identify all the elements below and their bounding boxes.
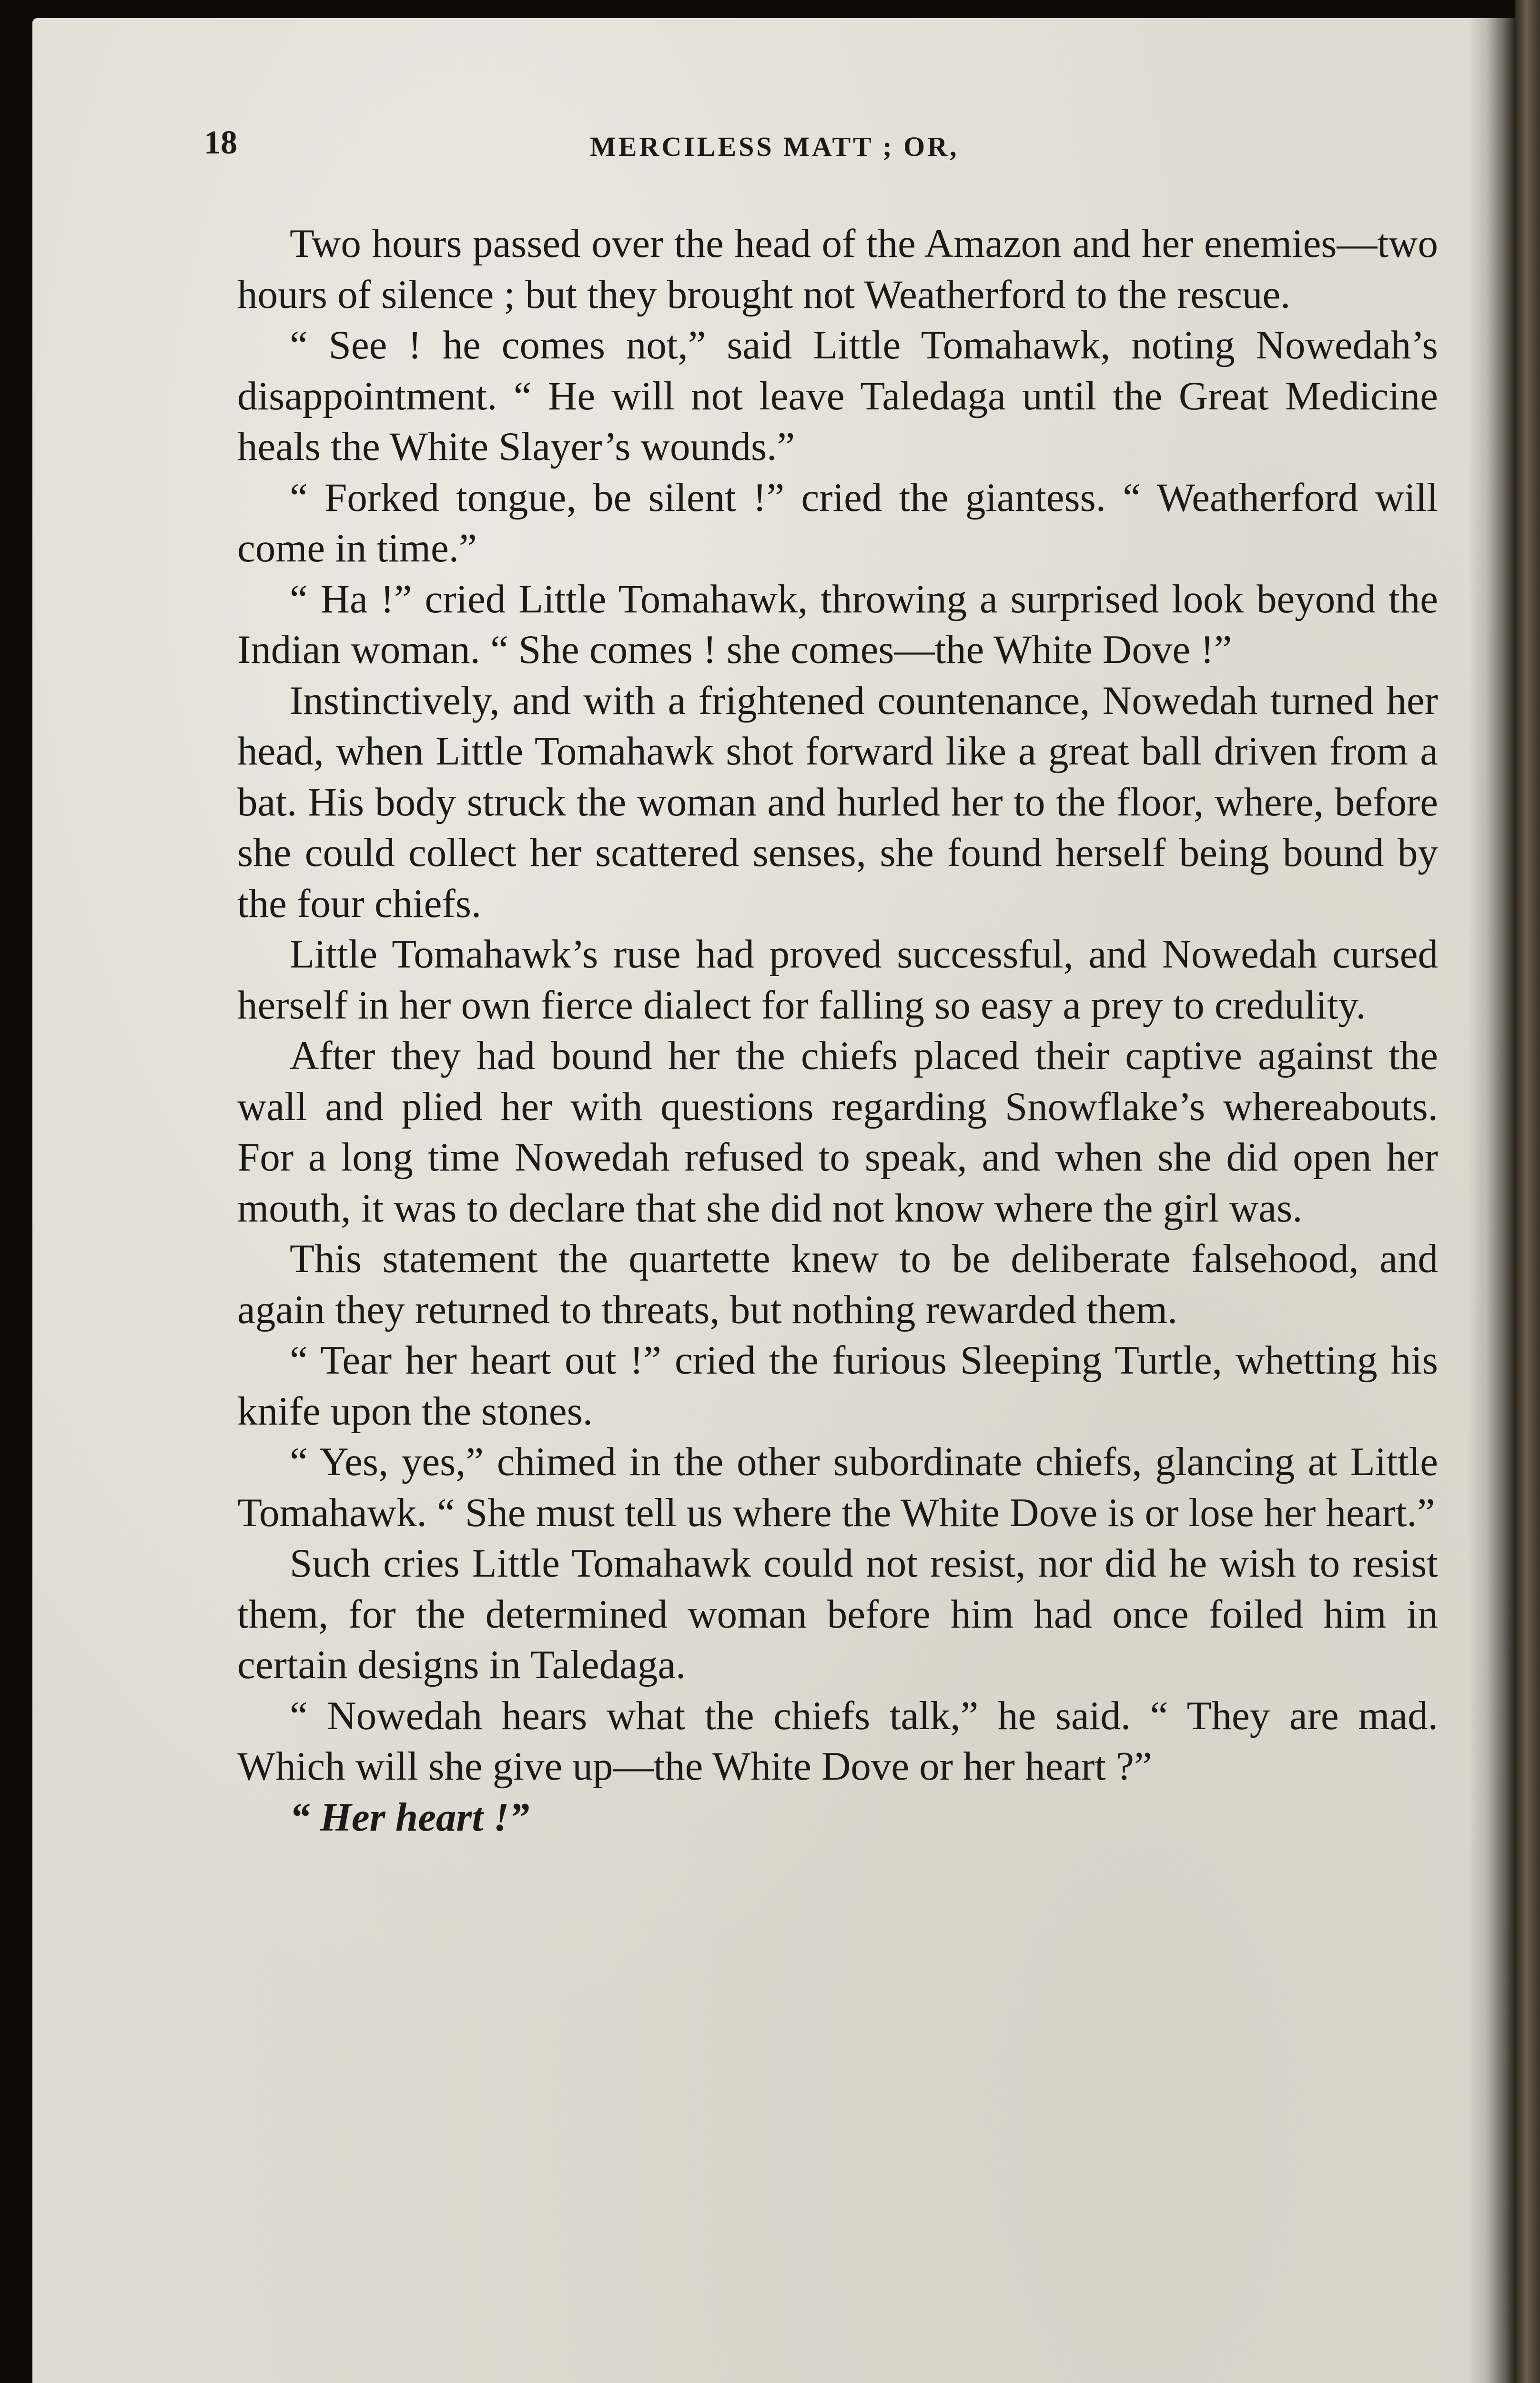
paragraph: “ See ! he comes not,” said Little Tomahawk, noting Nowedah’s disappointment. “ He will not leave Taledaga until the Great Medicine heals the White Slayer’s wounds.” xyxy=(237,323,1438,469)
page-header xyxy=(32,124,1515,167)
paragraph: “ Tear her heart out !” cried the furious Sleeping Turtle, whetting his knife upon the stones. xyxy=(237,1338,1438,1434)
paragraph: Instinctively, and with a frightened countenance, Nowedah turned her head, when Little Tomahawk shot forward like a great ball driven from a bat. His body struck the woman and hurled her to the floor, where, before she could collect her scattered senses, she found herself being bound by the four chiefs. xyxy=(237,678,1438,926)
paragraph: “ Ha !” cried Little Tomahawk, throwing a surprised look beyond the Indian woman. “ She comes ! she comes—the White Dove !” xyxy=(237,576,1438,672)
body-text xyxy=(237,218,1438,1843)
final-line: “ Her heart !” xyxy=(290,1794,529,1840)
page-number: 18 xyxy=(204,124,237,161)
running-head: MERCILESS MATT ; OR, xyxy=(590,131,959,162)
book-spine-edge xyxy=(1515,0,1540,2383)
paragraph: Little Tomahawk’s ruse had proved successful, and Nowedah cursed herself in her own fierce dialect for falling so easy a prey to credulity. xyxy=(237,932,1438,1028)
page-gutter-shadow xyxy=(1468,18,1515,2383)
paragraph: “ Yes, yes,” chimed in the other subordinate chiefs, glancing at Little Tomahawk. “ She must tell us where the White Dove is or lose her heart.” xyxy=(237,1439,1438,1535)
paragraph: After they had bound her the chiefs placed their captive against the wall and plied her with questions regarding Snowflake’s whereabouts. For a long time Nowedah refused to speak, and when she did open her mouth, it was to declare that she did not know where the girl was. xyxy=(237,1033,1438,1231)
paragraph: Two hours passed over the head of the Amazon and her enemies—two hours of silence ; but they brought not Weatherford to the rescue. xyxy=(237,221,1438,317)
paragraph: “ Forked tongue, be silent !” cried the giantess. “ Weatherford will come in time.” xyxy=(237,475,1438,570)
paragraph: Such cries Little Tomahawk could not resist, nor did he wish to resist them, for the determined woman before him had once foiled him in certain designs in Taledaga. xyxy=(237,1541,1438,1687)
book-page xyxy=(32,18,1515,2383)
paragraph: “ Nowedah hears what the chiefs talk,” he said. “ They are mad. Which will she give up—the White Dove or her heart ?” xyxy=(237,1693,1438,1789)
paragraph: This statement the quartette knew to be deliberate falsehood, and again they returned to threats, but nothing rewarded them. xyxy=(237,1236,1438,1332)
